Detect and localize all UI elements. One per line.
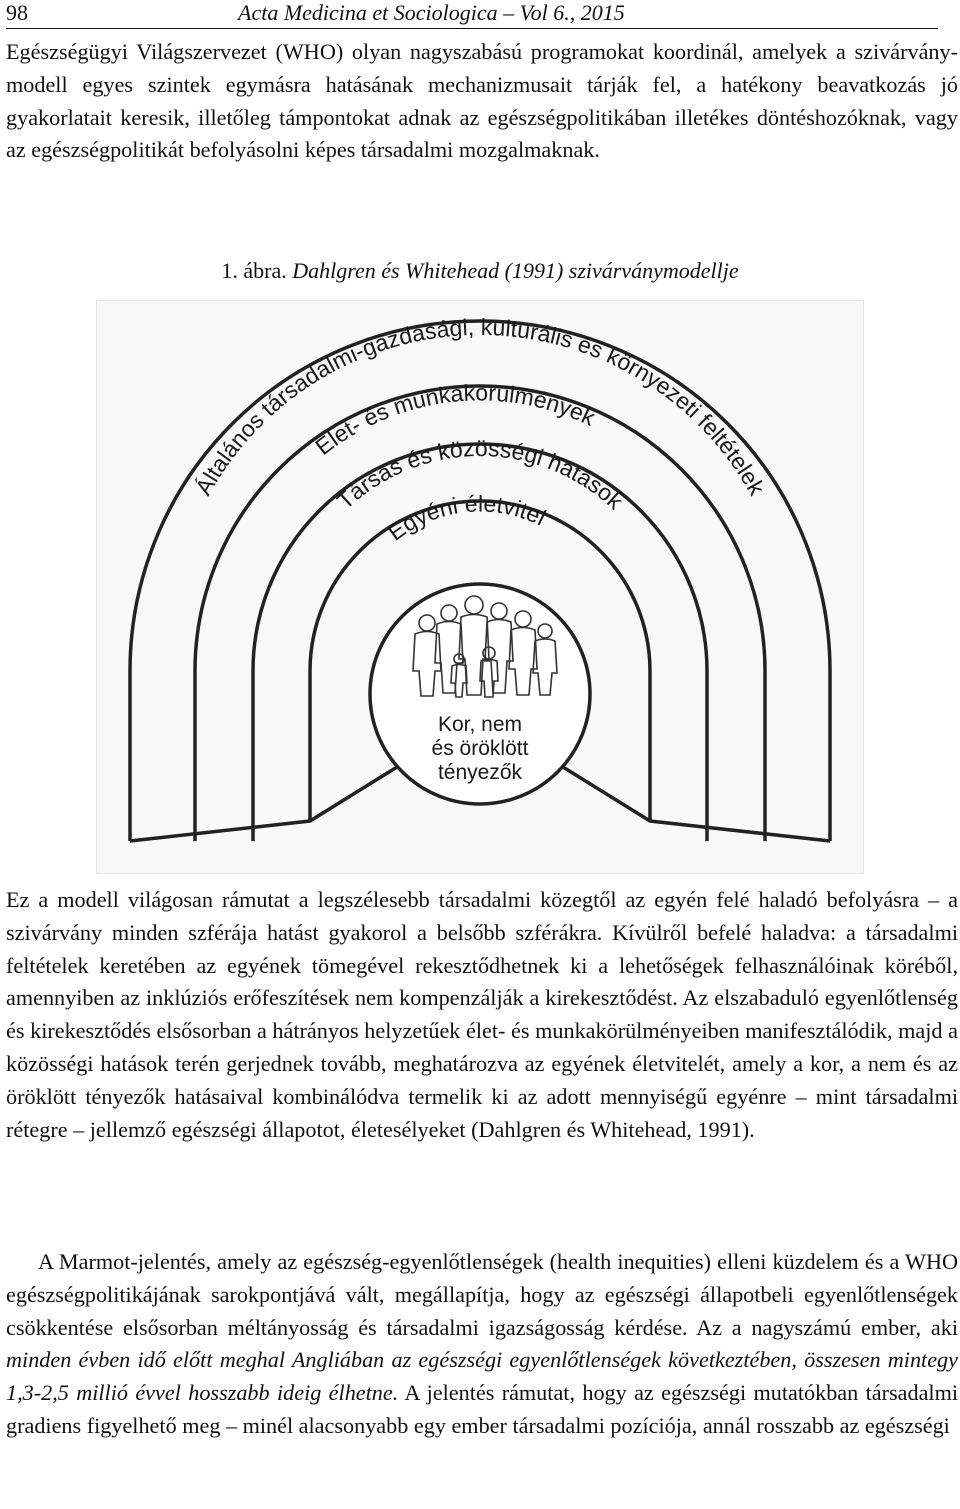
rainbow-model-diagram <box>97 301 863 873</box>
page-number: 98 <box>6 0 28 25</box>
paragraph-model-explanation: Ez a modell világosan rámutat a legszélesebb társadalmi közegtől az egyén felé haladó befolyásra – a szivárvány minden szférája hatást gyakorol a belsőbb szférákra. Kívülről befelé haladva: a társadalmi feltételek keretében az egyének tömegével rekesztődhetnek ki a lehetőségek felhasználóinak köréből, amennyiben az inklúziós erőfeszítések nem kompenzálják a kirekesztődést. Az elszabaduló egyenlőtlenség és kirekesztődés elsősorban a hátrányos helyzetűek élet- és munkakörülményeiben manifesztálódik, majd a közösségi hatások terén gerjednek tovább, meghatározva az egyének életvitelét, amely a kor, a nem és az öröklött tényezők hatásaival kombinálódva termelik ki az adott mennyiségű egyénre – mint társadalmi rétegre – jellemző egészségi állapotot, életesélyeket (Dahlgren és Whitehead, 1991). <box>6 887 958 1142</box>
journal-title: Acta Medicina et Sociologica – Vol 6., 2015 <box>238 0 625 25</box>
figure-caption <box>0 256 960 286</box>
marmot-text-part1: A Marmot-jelentés, amely az egészség-egyenlőtlenségek (health inequities) elleni küzdelem és a WHO egészségpolitikájának sarokpontjává vált, megállapítja, hogy az egészségi állapotbeli egyenlőtlenségek csökkentése elsősorban méltányosság és társadalmi igazságosság kérdése. Az a nagyszámú ember, aki <box>6 1249 958 1340</box>
baseline-left <box>130 759 410 841</box>
figure-label: 1. ábra. <box>221 258 287 283</box>
core-label-line3: tényezők <box>437 761 523 784</box>
baseline-right <box>550 759 830 841</box>
marmot-italic-quote: minden évben idő előtt meghal Angliában az egészségi egyenlőtlenségek következtében, összesen mintegy 1,3-2,5 millió évvel hosszabb ideig élhetne. <box>6 1347 958 1406</box>
rainbow-model-figure <box>96 300 864 874</box>
layer-label-community: Társas és közösségi hatások <box>331 434 629 515</box>
paragraph-intro: Egészségügyi Világszervezet (WHO) olyan nagyszabású programokat koordinál, amelyek a szivárvány-modell egyes szintek egymásra hatásának mechanizmusait tárják fel, a hatékony beavatkozás jó gyakorlatait keresik, illetőleg támpontokat adnak az egészségpolitikában illetékes döntéshozóknak, vagy az egészségpolitikát befolyásolni képes társadalmi mozgalmaknak. <box>6 39 958 163</box>
layer-label-living-conditions: Élet- és munkakörülmények <box>310 379 600 460</box>
core-label-line2: és öröklött <box>431 737 529 760</box>
core-label-line1: Kor, nem <box>437 713 523 736</box>
marmot-text-part2: A jelentés rámutat, hogy az egészségi mutatókban társadalmi gradiens figyelhető meg – minél alacsonyabb egy ember társadalmi pozíciója, annál rosszabb az egészségi <box>6 1380 959 1438</box>
figure-title: Dahlgren és Whitehead (1991) szivárványmodellje <box>292 258 739 283</box>
paragraph-marmot-report <box>6 1246 958 1443</box>
layer-label-lifestyle: Egyéni életvitel <box>382 490 551 546</box>
layer-label-socioeconomic: Általános társadalmi-gazdasági, kulturális és környezeti feltételek <box>189 313 771 500</box>
running-header <box>6 0 938 29</box>
